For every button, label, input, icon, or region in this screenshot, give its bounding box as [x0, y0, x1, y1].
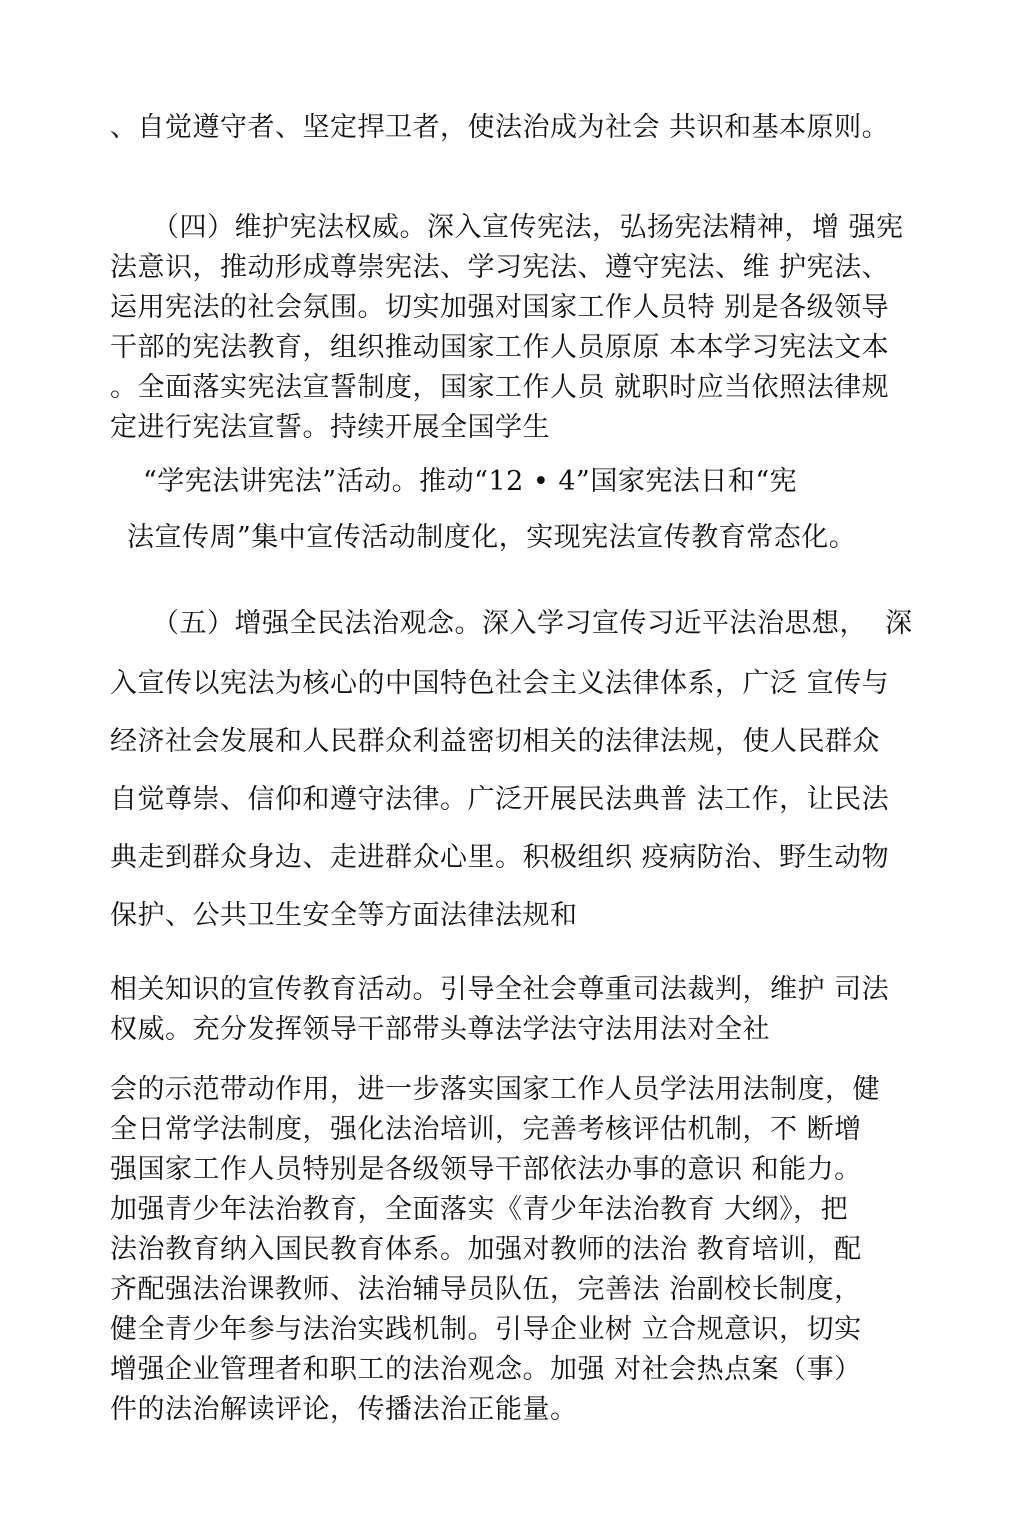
paragraph-line: 法宣传周”集中宣传活动制度化，实现宪法宣传教育常态化。 [127, 522, 857, 553]
paragraph-line: “学宪法讲宪法”活动。推动“12 • 4”国家宪法日和“宪 [143, 466, 798, 497]
paragraph-line: 法治教育纳入国民教育体系。加强对教师的法治 教育培训，配 [110, 1234, 862, 1265]
paragraph-line: （四）维护宪法权威。深入宣传宪法，弘扬宪法精神，增 强宪 [152, 212, 904, 243]
paragraph-line: 运用宪法的社会氛围。切实加强对国家工作人员特 别是各级领导 [110, 292, 890, 323]
paragraph-line: 入宣传以宪法为核心的中国特色社会主义法律体系，广泛 宣传与 [110, 668, 890, 699]
paragraph-line: 全日常学法制度，强化法治培训，完善考核评估机制，不 断增 [110, 1114, 862, 1145]
paragraph-line: 强国家工作人员特别是各级领导干部依法办事的意识 和能力。 [110, 1154, 862, 1185]
paragraph-line: 。全面落实宪法宣誓制度，国家工作人员 就职时应当依照法律规 [110, 372, 890, 403]
paragraph-line: 典走到群众身边、走进群众心里。积极组织 疫病防治、野生动物 [110, 842, 890, 873]
paragraph-line: 自觉尊崇、信仰和遵守法律。广泛开展民法典普 法工作，让民法 [110, 784, 890, 815]
paragraph-line: 、自觉遵守者、坚定捍卫者，使法治成为社会 共识和基本原则。 [110, 112, 890, 143]
paragraph-line: 齐配强法治课教师、法治辅导员队伍，完善法 治副校长制度， [110, 1274, 862, 1305]
paragraph-line: 法意识，推动形成尊崇宪法、学习宪法、遵守宪法、维 护宪法、 [110, 252, 890, 283]
paragraph-line: 保护、公共卫生安全等方面法律法规和 [110, 900, 578, 931]
paragraph-line: 会的示范带动作用，进一步落实国家工作人员学法用法制度，健 [110, 1074, 880, 1105]
paragraph-line: 定进行宪法宣誓。持续开展全国学生 [110, 412, 550, 443]
paragraph-line: 增强企业管理者和职工的法治观念。加强 对社会热点案（事） [110, 1354, 862, 1385]
paragraph-line: （五）增强全民法治观念。深入学习宣传习近平法治思想， 深 [152, 608, 913, 639]
paragraph-line: 加强青少年法治教育，全面落实《青少年法治教育 大纲》，把 [110, 1194, 849, 1225]
paragraph-line: 干部的宪法教育，组织推动国家工作人员原原 本本学习宪法文本 [110, 332, 890, 363]
paragraph-line: 权威。充分发挥领导干部带头尊法学法守法用法对全社 [110, 1014, 770, 1045]
paragraph-line: 健全青少年参与法治实践机制。引导企业树 立合规意识，切实 [110, 1314, 862, 1345]
paragraph-line: 经济社会发展和人民群众利益密切相关的法律法规，使人民群众 [110, 726, 880, 757]
paragraph-line: 相关知识的宣传教育活动。引导全社会尊重司法裁判，维护 司法 [110, 974, 890, 1005]
paragraph-line: 件的法治解读评论，传播法治正能量。 [110, 1394, 578, 1425]
